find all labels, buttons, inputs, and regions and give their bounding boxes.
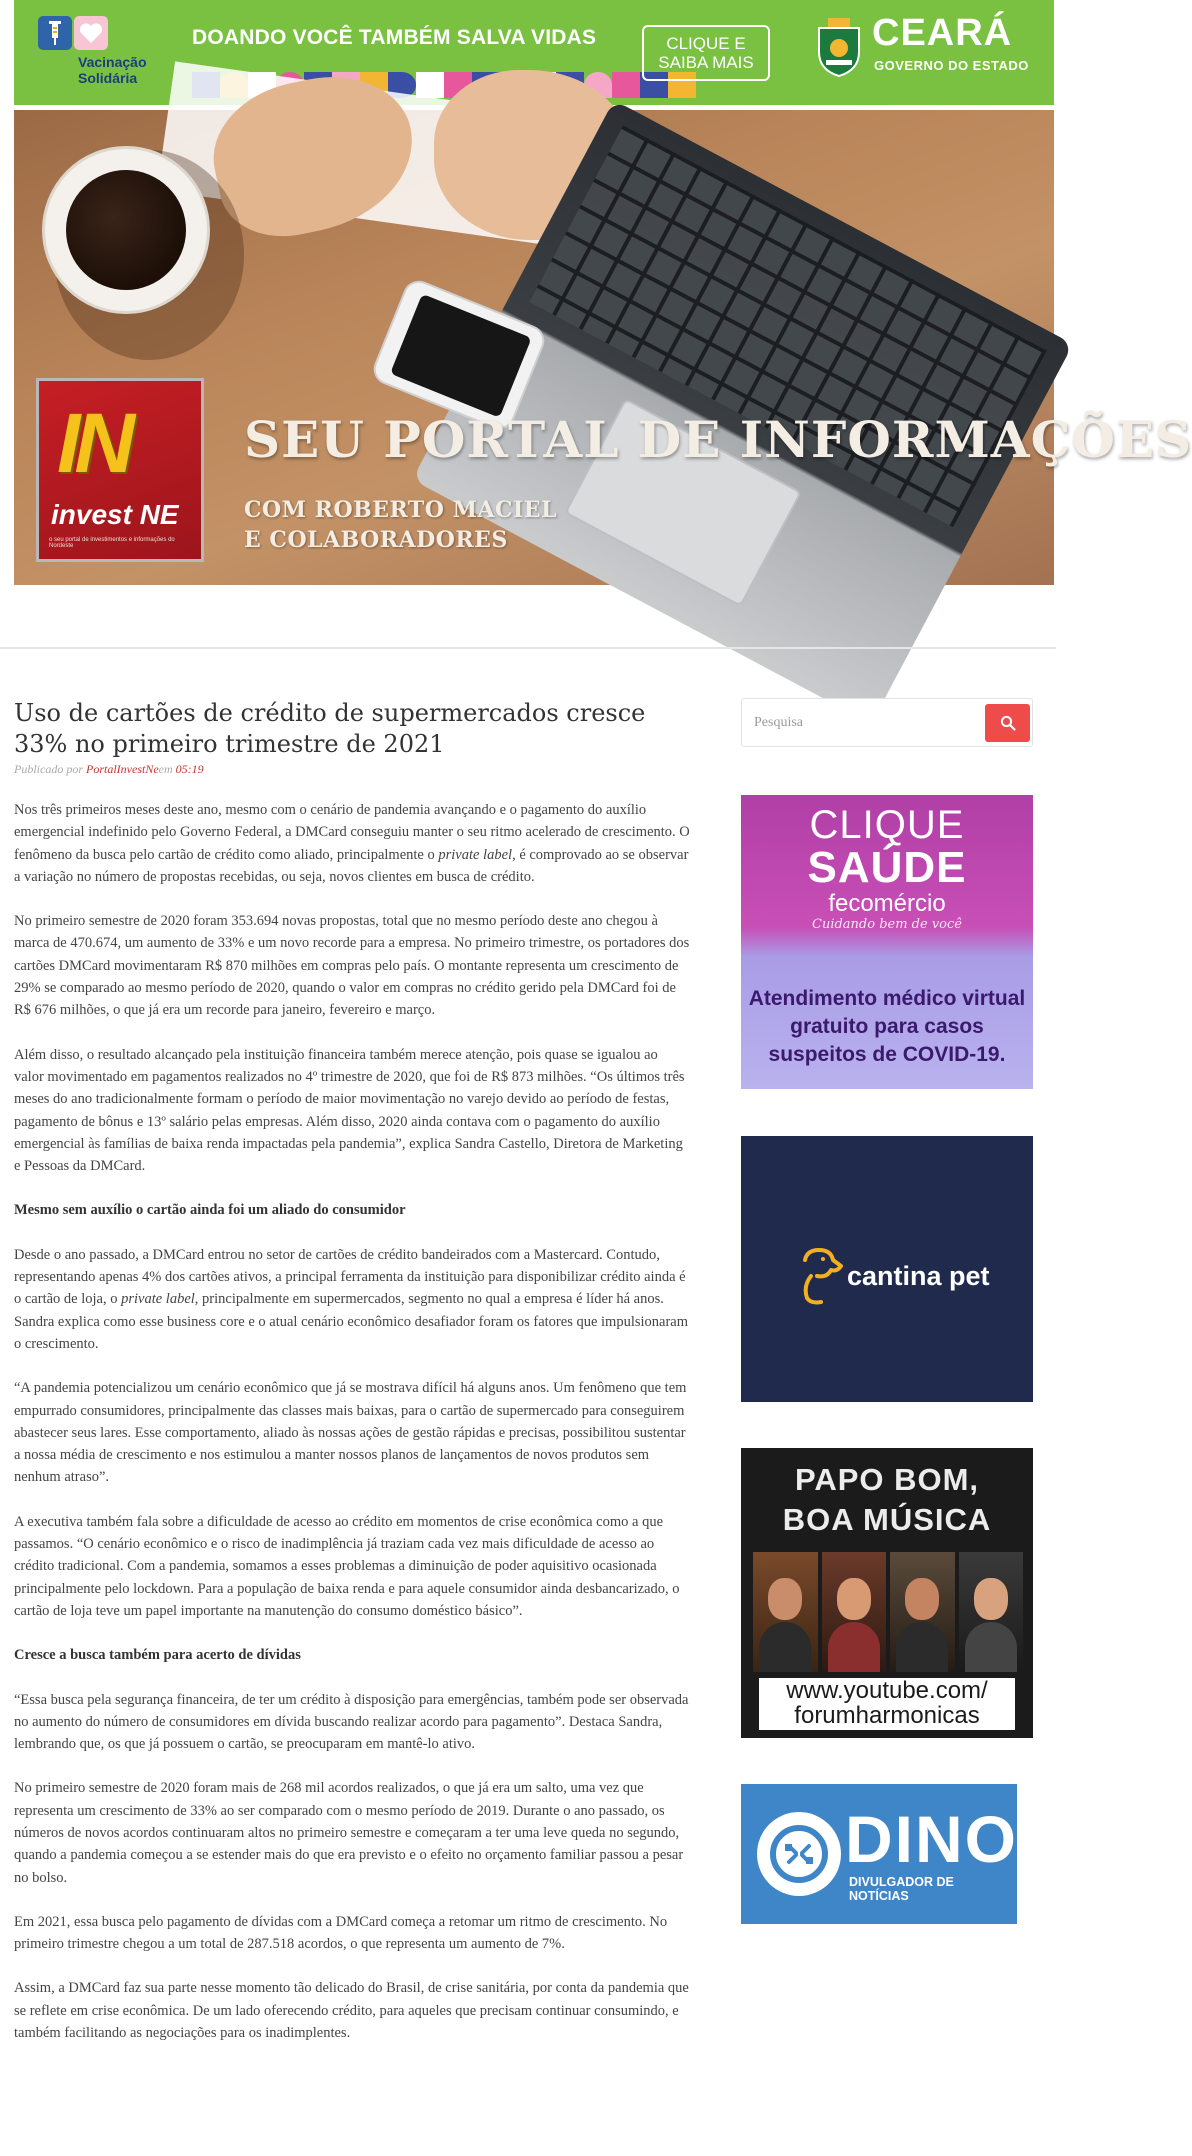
article-byline bbox=[14, 762, 690, 777]
clique-saude-ad[interactable] bbox=[741, 795, 1033, 1089]
clique-saude-tagline: Cuidando bem de você bbox=[812, 917, 962, 932]
ceara-coat-of-arms-icon bbox=[814, 16, 864, 78]
clique-saude-line1: CLIQUE bbox=[809, 803, 965, 847]
article-paragraph: Em 2021, essa busca pelo pagamento de dívidas com a DMCard começa a retomar um ritmo de crescimento. No primeiro trimestre chegou a um total de 287.518 acordos, o que representa um aumento de 7%. bbox=[14, 1913, 668, 1953]
article-paragraph: Desde o ano passado, a DMCard entrou no setor de cartões de crédito bandeirados com a Mastercard. Contudo, representando apenas 4% dos cartões ativos, a principal ferramenta da instituição para disponibilizar crédito ainda é o cartão de loja, o private label, principalmente em supermercados, segmento no qual a empresa é líder há anos. Sandra explica como esse business core e o atual cenário econômico desafiador foram os fatores que impulsionaram o crescimento. bbox=[14, 1246, 689, 1352]
papo-bom-ad[interactable] bbox=[741, 1448, 1033, 1738]
article-paragraph: “Essa busca pela segurança financeira, de ter um crédito à disposição para emergências, também pode ser observada no aumento do número de consumidores em dívida buscando realizar acordo para pagamento”. Destaca Sandra, lembrando que, os que já possuem o cartão, se preocuparam em mantê-lo ativo. bbox=[14, 1691, 689, 1753]
article-paragraph: No primeiro semestre de 2020 foram mais de 268 mil acordos realizados, o que já era um salto, uma vez que representa um crescimento de 33% ao ser comparado com o mesmo período de 2019. Durante o ano passado, os números de novos acordos continuaram altos no primeiro semestre e começaram a ter uma leve queda no segundo, quando a pandemia começou a se estender mais do que era previsto e o efeito no orçamento familiar passou a pesar no bolso. bbox=[14, 1780, 684, 1886]
header-subtitle bbox=[244, 495, 557, 555]
search-box bbox=[741, 698, 1033, 747]
papo-bom-title: PAPO BOM, BOA MÚSICA bbox=[782, 1462, 992, 1537]
investne-logo-mark: IN bbox=[57, 396, 129, 490]
ceara-title: CEARÁ bbox=[872, 12, 1013, 54]
musician-photo bbox=[822, 1552, 887, 1672]
dino-ad[interactable] bbox=[741, 1784, 1017, 1924]
article-paragraph: A executiva também fala sobre a dificuldade de acesso ao crédito em momentos de crise econômica como a que passamos. “O cenário econômico e o risco de inadimplência já traziam cada vez mais dificuldade de acesso ao crédito tradicional. Com a pandemia, somamos a esses problemas a diminuição de poder aquisitivo ocasionada principalmente pelo lockdown. Para a população de baixa renda e para aquele consumidor ainda desbancarizado, o cartão de loja teve um papel importante na manutenção do consumo doméstico básico”. bbox=[14, 1513, 680, 1619]
cantina-pet-name: cantina pet bbox=[847, 1260, 990, 1291]
site-header-banner[interactable] bbox=[14, 110, 1192, 585]
dino-title: DINO bbox=[845, 1802, 1018, 1876]
header-title: SEU PORTAL DE INFORMAÇÕES bbox=[244, 410, 1192, 469]
heart-icon bbox=[74, 16, 108, 50]
author-link[interactable]: PortalInvestNe bbox=[86, 762, 159, 776]
syringe-icon bbox=[38, 16, 72, 50]
article-paragraph: Assim, a DMCard faz sua parte nesse momento tão delicado do Brasil, de crise sanitária, por conta da pandemia que se reflete em crise econômica. De um lado oferecendo crédito, para aqueles que precisam continuar consumindo, e também facilitando as negociações para os inadimplentes. bbox=[14, 1980, 689, 2042]
musician-photo bbox=[753, 1552, 818, 1672]
clique-saude-logo bbox=[741, 805, 1033, 932]
search-input[interactable] bbox=[754, 711, 974, 735]
youtube-url: www.youtube.com/ forumharmonicas bbox=[759, 1678, 1015, 1730]
article-title: Uso de cartões de crédito de supermercados cresce 33% no primeiro trimestre de 2021 bbox=[14, 699, 646, 758]
investne-logo-name: invest NE bbox=[51, 499, 179, 530]
article-subheading: Mesmo sem auxílio o cartão ainda foi um aliado do consumidor bbox=[14, 1202, 406, 1219]
clique-saude-text: Atendimento médico virtual gratuito para casos suspeitos de COVID-19. bbox=[748, 987, 1026, 1066]
article-paragraph: Além disso, o resultado alcançado pela instituição financeira também merece atenção, pois quase se igualou ao valor movimentado em pagamentos realizados no 4º trimestre de 2020, que foi de R$ 873 milhões. “Os últimos três meses do ano tradicionalmente formam o período de maior movimentação no varejo devido ao período de festas, pagamento de bônus e 13º salário pelas empresas. Além disso, 2020 ainda contava com o pagamento do auxílio emergencial às famílias de baixa renda impactadas pela pandemia”, explica Sandra Castello, Diretora de Marketing e Pessoas da DMCard. bbox=[14, 1046, 685, 1175]
header-subtitle-line: COM ROBERTO MACIEL bbox=[244, 497, 558, 523]
cantina-pet-logo bbox=[797, 1246, 990, 1306]
header-divider bbox=[0, 647, 1056, 649]
clique-saiba-mais-button[interactable]: CLIQUE E SAIBA MAIS bbox=[642, 25, 770, 81]
coffee-image bbox=[66, 170, 186, 290]
byline-prefix: Publicado por bbox=[14, 762, 86, 776]
article-paragraph: No primeiro semestre de 2020 foram 353.694 novas propostas, total que no mesmo período deste ano chegou à marca de 470.674, um aumento de 33% e um novo recorde para a empresa. No primeiro trimestre, os portadores dos cartões DMCard movimentaram R$ 870 milhões em compras pelo país. O montante representa um crescimento de 29% se comparado ao mesmo período de 2020, quando o valor em compras no crédito gerido pela DMCard foi de R$ 676 milhões, o que já era um recorde para janeiro, fevereiro e março. bbox=[14, 913, 690, 1019]
dino-logo-icon bbox=[757, 1812, 841, 1896]
clique-saude-line3: fecomércio bbox=[828, 890, 946, 917]
article bbox=[14, 698, 690, 2044]
article-paragraph: “A pandemia potencializou um cenário econômico que já se mostrava difícil há alguns anos. Um fenômeno que tem empurrado consumidores, principalmente das classes mais baixas, para o cartão de supermercado para conseguirem abastecer seus lares. Esse comportamento, aliado às nossas ações de gestão rápidas e precisas, possibilitou sustentar a nossa média de crescimento e nos estimulou a manter nossos planos de lançamentos de novos produtos sem nenhum atraso”. bbox=[14, 1380, 687, 1486]
musician-photo bbox=[890, 1552, 955, 1672]
search-icon bbox=[1000, 715, 1016, 731]
dog-icon bbox=[797, 1246, 843, 1306]
musicians-photos bbox=[753, 1552, 1023, 1672]
vacinacao-solidaria-label: Vacinação Solidária bbox=[78, 54, 147, 86]
article-subheading: Cresce a busca também para acerto de dívidas bbox=[14, 1647, 301, 1664]
musician-photo bbox=[959, 1552, 1024, 1672]
search-button[interactable] bbox=[985, 704, 1030, 742]
banner-slogan: DOANDO VOCÊ TAMBÉM SALVA VIDAS bbox=[192, 26, 597, 49]
article-paragraph: Nos três primeiros meses deste ano, mesmo com o cenário de pandemia avançando e o pagamento do auxílio emergencial indefinido pelo Governo Federal, a DMCard conseguiu manter o seu ritmo acelerado de crescimento. O fenômeno da busca pelo cartão de crédito como aliado, principalmente o private label, é comprovado ao se observar a variação no número de propostas recebidas, ou seja, novos clientes em busca de crédito. bbox=[14, 802, 690, 885]
clique-saude-line2: SAÚDE bbox=[807, 843, 967, 892]
dino-subtitle: DIVULGADOR DE NOTÍCIAS bbox=[849, 1875, 954, 1903]
byline-mid: em bbox=[158, 762, 176, 776]
investne-logo-tagline: o seu portal de investimentos e informações do Nordeste bbox=[49, 537, 175, 549]
cantina-pet-ad[interactable] bbox=[741, 1136, 1033, 1402]
vacinacao-solidaria-logo bbox=[38, 16, 158, 88]
post-time-link[interactable]: 05:19 bbox=[175, 762, 204, 776]
investne-logo[interactable] bbox=[36, 378, 204, 562]
governo-do-estado-label: GOVERNO DO ESTADO bbox=[874, 58, 1029, 73]
header-subtitle-line: E COLABORADORES bbox=[244, 527, 508, 553]
